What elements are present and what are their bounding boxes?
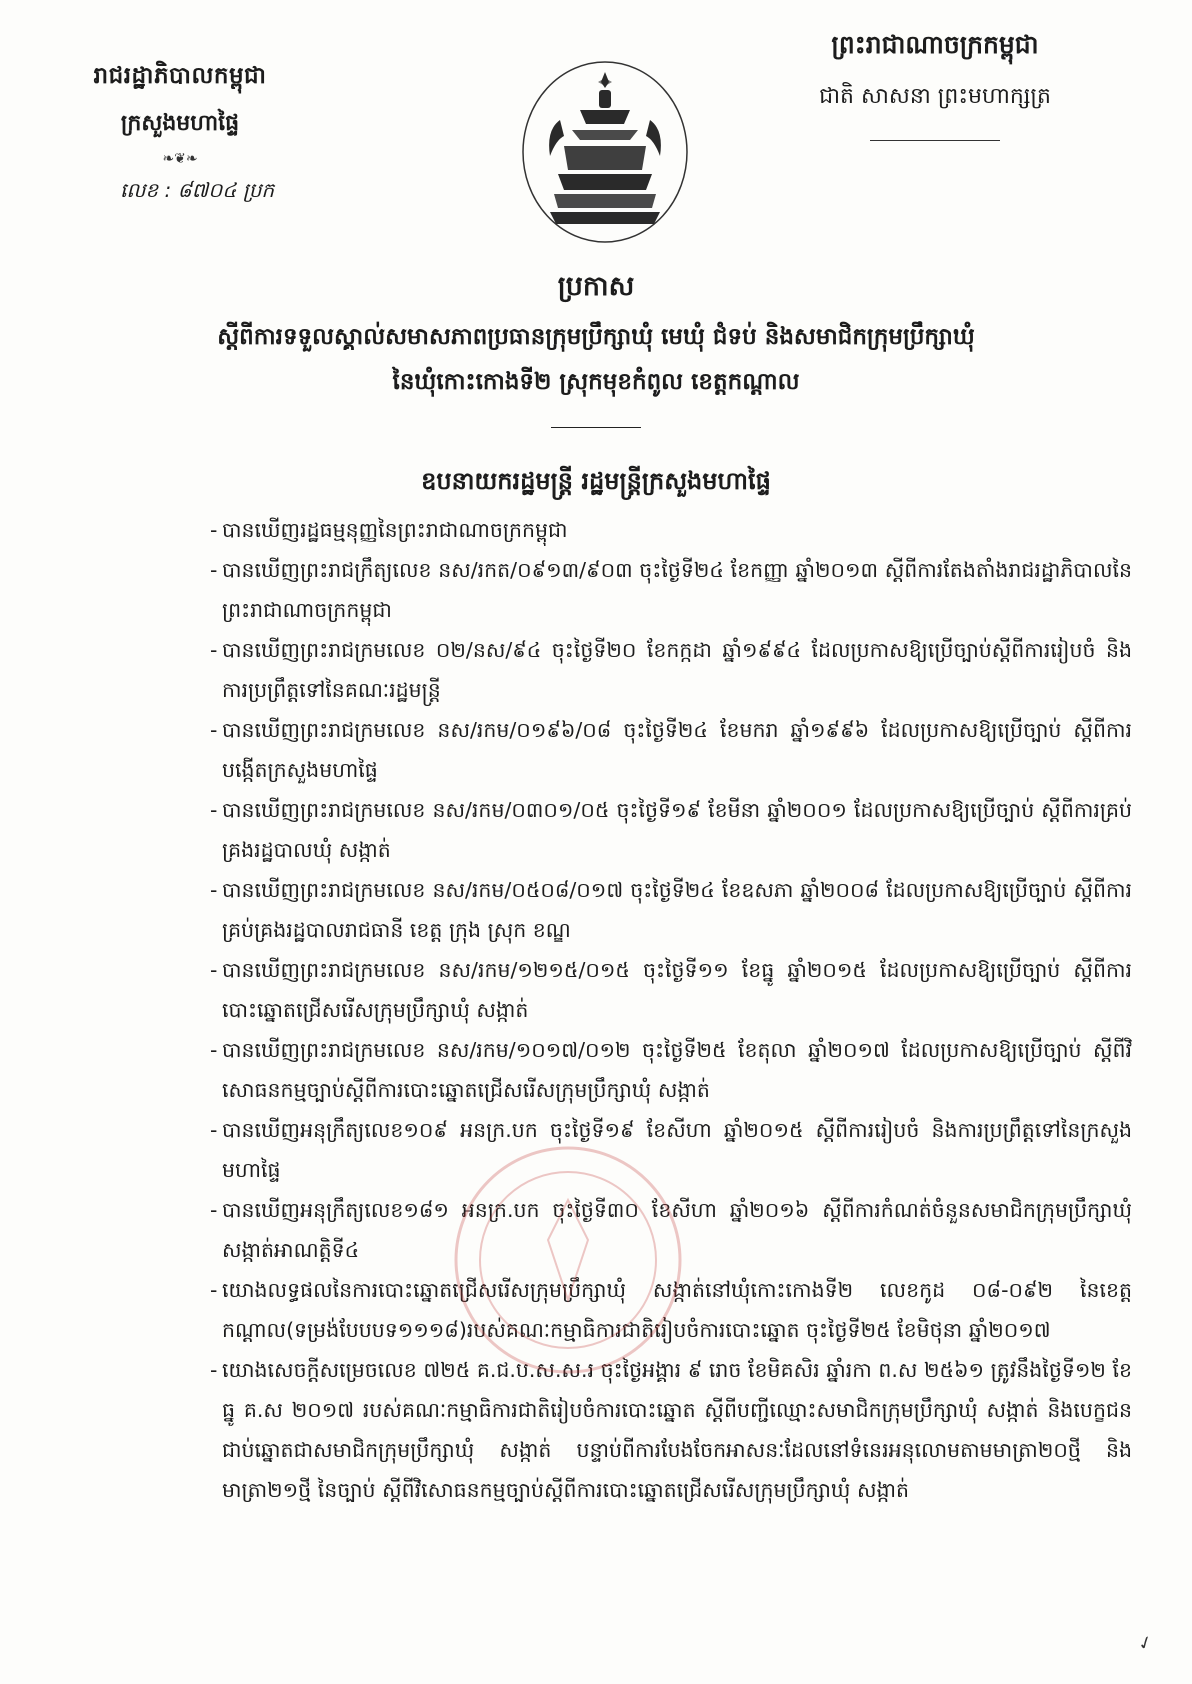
item-text: បានឃើញព្រះរាជក្រមលេខ នស/រកម/១២១៥/០១៥ ចុះថ្ងៃទី១១ ខែធ្នូ ឆ្នាំ២០១៥ ដែលប្រកាសឱ្យប្រើច្បាប់ ស្តីពីការបោះឆ្នោតជ្រើសរើសក្រុមប្រឹក្សាឃុំ សង្កាត់ [222, 958, 1132, 1022]
list-dash: - [210, 1278, 218, 1302]
issuing-authority: ឧបនាយករដ្ឋមន្ត្រី រដ្ឋមន្ត្រីក្រសួងមហាផ្ទៃ [421, 467, 771, 495]
motto-divider [870, 140, 1000, 141]
royal-emblem-icon [520, 60, 690, 245]
title-divider [551, 427, 641, 428]
national-motto: ជាតិ សាសនា ព្រះមហាក្សត្រ [819, 84, 1051, 109]
subject-line-1: ស្តីពីការទទួលស្គាល់សមាសភាពប្រធានក្រុមប្រឹក្សាឃុំ មេឃុំ ជំទប់ និងសមាជិកក្រុមប្រឹក្សាឃុំ [217, 324, 975, 350]
list-item [210, 790, 1132, 870]
list-dash: - [210, 518, 218, 542]
document-title-block [0, 270, 1192, 501]
item-text: បានឃើញអនុក្រឹត្យលេខ១០៩ អនក្រ.បក ចុះថ្ងៃទី១៩ ខែសីហា ឆ្នាំ២០១៥ ស្តីពីការរៀបចំ និងការប្រព្រឹត្តទៅនៃក្រសួងមហាផ្ទៃ [222, 1118, 1132, 1182]
list-dash: - [210, 638, 218, 662]
subject-line-2: នៃឃុំកោះកោងទី២ ស្រុកមុខកំពូល ខេត្តកណ្តាល [392, 369, 800, 395]
list-item [210, 710, 1132, 790]
item-text: បានឃើញព្រះរាជក្រមលេខ នស/រកម/០៣០១/០៥ ចុះថ្ងៃទី១៩ ខែមីនា ឆ្នាំ២០០១ ដែលប្រកាសឱ្យប្រើច្បាប់ ស្តីពីការគ្រប់គ្រងរដ្ឋបាលឃុំ សង្កាត់ [222, 798, 1132, 862]
list-dash: - [210, 1358, 218, 1382]
item-text: បានឃើញរដ្ឋធម្មនុញ្ញនៃព្រះរាជាណាចក្រកម្ពុជា [222, 518, 568, 542]
list-dash: - [210, 958, 218, 982]
ministry-name: ក្រសួងមហាផ្ទៃ [120, 111, 240, 136]
ornament-divider: ❧❦❧ [162, 151, 198, 167]
list-dash: - [210, 798, 218, 822]
ministry-header [70, 62, 290, 207]
list-item [210, 870, 1132, 950]
item-text: បានឃើញព្រះរាជក្រមលេខ នស/រកម/១០១៧/០១២ ចុះថ្ងៃទី២៥ ខែតុលា ឆ្នាំ២០១៧ ដែលប្រកាសឱ្យប្រើច្បាប់ ស្តីពីវិសោធនកម្មច្បាប់ស្តីពីការបោះឆ្នោតជ្រើសរើសក្រុមប្រឹក្សាឃុំ សង្កាត់ [222, 1038, 1132, 1102]
kingdom-header [770, 30, 1100, 141]
faded-seal-stamp-icon [448, 1140, 688, 1380]
list-item [210, 510, 1132, 550]
list-dash: - [210, 1118, 218, 1142]
item-text: យោងសេចក្តីសម្រេចលេខ ៧២៥ គ.ជ.ប.ស.ស.រ ចុះថ្ងៃអង្គារ ៩ រោច ខែមិគសិរ ឆ្នាំរកា ព.ស ២៥៦១ ត្រូវនឹងថ្ងៃទី១២ ខែធ្នូ គ.ស ២០១៧ របស់គណៈកម្មាធិការជាតិរៀបចំការបោះឆ្នោត ស្តីពីបញ្ជីឈ្មោះសមាជិកក្រុមប្រឹក្សាឃុំ សង្កាត់ និងបេក្ខជនជាប់ឆ្នោតជាសមាជិកក្រុមប្រឹក្សាឃុំ សង្កាត់ បន្ទាប់ពីការបែងចែកអាសនៈដែលនៅទំនេរអនុលោមតាមមាត្រា២០ថ្មី និងមាត្រា២១ថ្មី នៃច្បាប់ ស្តីពីវិសោធនកម្មច្បាប់ស្តីពីការបោះឆ្នោតជ្រើសរើសក្រុមប្រឹក្សាឃុំ សង្កាត់ [222, 1358, 1132, 1502]
government-name: រាជរដ្ឋាភិបាលកម្ពុជា [93, 63, 267, 89]
kingdom-name: ព្រះរាជាណាចក្រកម្ពុជា [831, 30, 1039, 59]
item-text: បានឃើញអនុក្រឹត្យលេខ១៨១ អនក្រ.បក ចុះថ្ងៃទី៣០ ខែសីហា ឆ្នាំ២០១៦ ស្តីពីការកំណត់ចំនួនសមាជិកក្រុមប្រឹក្សាឃុំ សង្កាត់អាណត្តិទី៤ [222, 1198, 1132, 1262]
reference-number: លេខ : ៨៧០៤ ប្រក [120, 178, 275, 202]
list-dash: - [210, 558, 218, 582]
list-dash: - [210, 1198, 218, 1222]
initial-mark-icon: ✓ [1134, 1631, 1157, 1656]
item-text: បានឃើញព្រះរាជក្រមលេខ នស/រកម/០៥០៨/០១៧ ចុះថ្ងៃទី២៤ ខែឧសភា ឆ្នាំ២០០៨ ដែលប្រកាសឱ្យប្រើច្បាប់ ស្តីពីការគ្រប់គ្រងរដ្ឋបាលរាជធានី ខេត្ត ក្រុង ស្រុក ខណ្ឌ [222, 878, 1132, 942]
list-item [210, 1030, 1132, 1110]
list-dash: - [210, 878, 218, 902]
item-text: បានឃើញព្រះរាជក្រឹត្យលេខ នស/រកត/០៩១៣/៩០៣ ចុះថ្ងៃទី២៤ ខែកញ្ញា ឆ្នាំ២០១៣ ស្តីពីការតែងតាំងរាជរដ្ឋាភិបាលនៃព្រះរាជាណាចក្រកម្ពុជា [222, 558, 1132, 622]
list-dash: - [210, 1038, 218, 1062]
list-item [210, 550, 1132, 630]
item-text: យោងលទ្ធផលនៃការបោះឆ្នោតជ្រើសរើសក្រុមប្រឹក្សាឃុំ សង្កាត់នៅឃុំកោះកោងទី២ លេខកូដ ០៨-០៩២ នៃខេត្តកណ្តាល(ទម្រង់បែបបទ១១១៨)របស់គណៈកម្មាធិការជាតិរៀបចំការបោះឆ្នោត ចុះថ្ងៃទី២៥ ខែមិថុនា ឆ្នាំ២០១៧ [222, 1278, 1132, 1342]
item-text: បានឃើញព្រះរាជក្រមលេខ នស/រកម/០១៩៦/០៨ ចុះថ្ងៃទី២៤ ខែមករា ឆ្នាំ១៩៩៦ ដែលប្រកាសឱ្យប្រើច្បាប់ ស្តីពីការបង្កើតក្រសួងមហាផ្ទៃ [222, 718, 1132, 782]
list-item [210, 950, 1132, 1030]
list-dash: - [210, 718, 218, 742]
list-item [210, 630, 1132, 710]
document-heading: ប្រកាស [557, 271, 635, 302]
item-text: បានឃើញព្រះរាជក្រមលេខ ០២/នស/៩៤ ចុះថ្ងៃទី២០ ខែកក្កដា ឆ្នាំ១៩៩៤ ដែលប្រកាសឱ្យប្រើច្បាប់ស្តីពីការរៀបចំ និងការប្រព្រឹត្តទៅនៃគណៈរដ្ឋមន្ត្រី [222, 638, 1132, 702]
